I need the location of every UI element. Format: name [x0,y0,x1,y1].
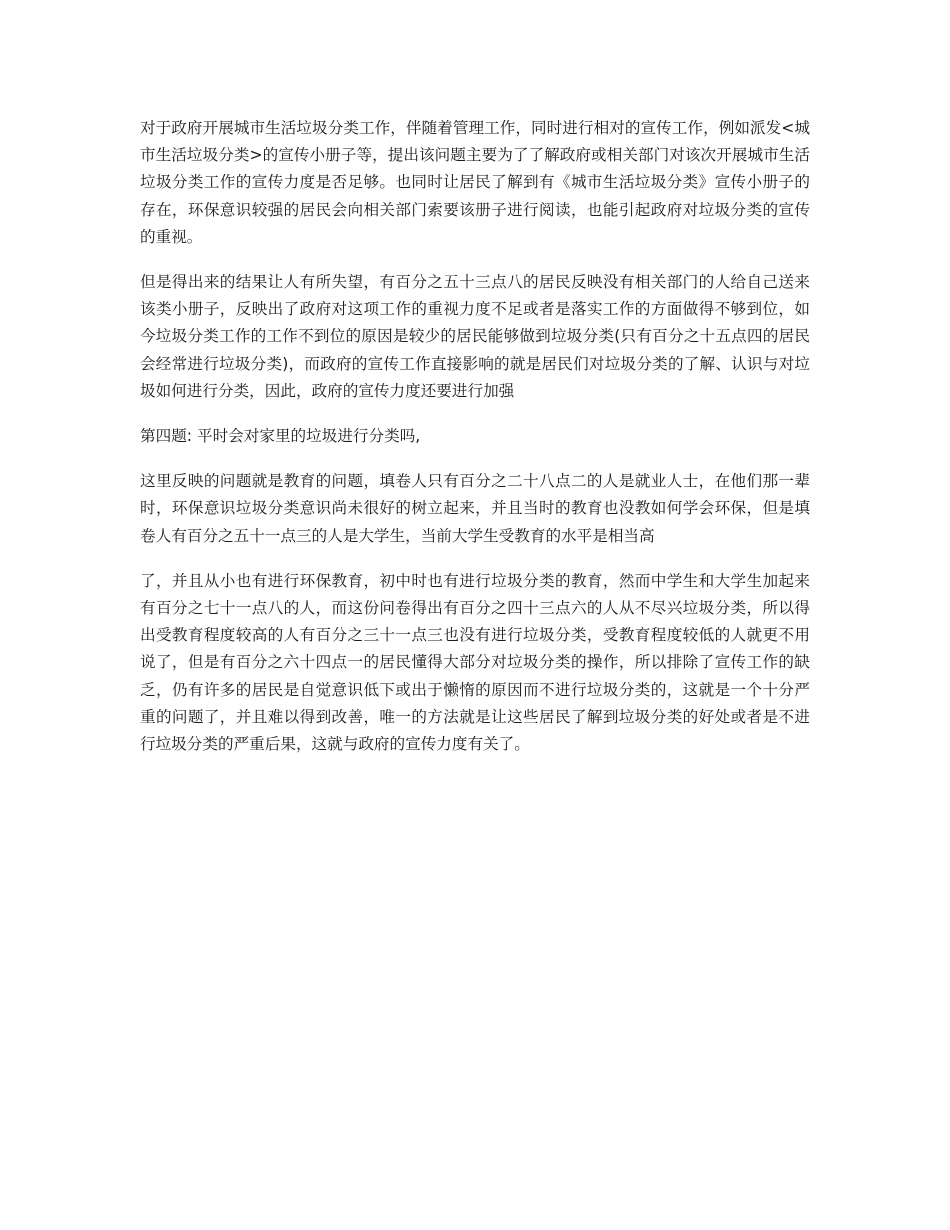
paragraph-publicity-results: 但是得出来的结果让人有所失望，有百分之五十三点八的居民反映没有相关部门的人给自己送来该类小册子，反映出了政府对这项工作的重视力度不足或者是落实工作的方面做得不够到位，如今垃圾分类工作的工作不到位的原因是较少的居民能够做到垃圾分类(只有百分之十五点四的居民会经常进行垃圾分类)，而政府的宣传工作直接影响的就是居民们对垃圾分类的了解、认识与对垃圾如何进行分类，因此，政府的宣传力度还要进行加强 [140,273,810,400]
question-four-heading: 第四题: 平时会对家里的垃圾进行分类吗, [140,427,421,446]
paragraph-education-issue: 这里反映的问题就是教育的问题，填卷人只有百分之二十八点二的人是就业人士，在他们那一辈时，环保意识垃圾分类意识尚未很好的树立起来，并且当时的教育也没教如何学会环保，但是填卷人有百分之五十一点三的人是大学生，当前大学生受教育的水平是相当高 [140,472,810,545]
paragraph-publicity-intro: 对于政府开展城市生活垃圾分类工作，伴随着管理工作，同时进行相对的宣传工作，例如派发<城市生活垃圾分类>的宣传小册子等，提出该问题主要为了了解政府或相关部门对该次开展城市生活垃圾分类工作的宣传力度是否足够。也同时让居民了解到有《城市生活垃圾分类》宣传小册子的存在，环保意识较强的居民会向相关部门索要该册子进行阅读，也能引起政府对垃圾分类的宣传的重视。 [140,119,810,246]
document-body [140,115,810,776]
paragraph-education-conclusion: 了，并且从小也有进行环保教育，初中时也有进行垃圾分类的教育，然而中学生和大学生加起来有百分之七十一点八的人，而这份问卷得出有百分之四十三点六的人从不尽兴垃圾分类，所以得出受教育程度较高的人有百分之三十一点三也没有进行垃圾分类，受教育程度较低的人就更不用说了，但是有百分之六十四点一的居民懂得大部分对垃圾分类的操作，所以排除了宣传工作的缺乏，仍有许多的居民是自觉意识低下或出于懒惰的原因而不进行垃圾分类的，这就是一个十分严重的问题了，并且难以得到改善，唯一的方法就是让这些居民了解到垃圾分类的好处或者是不进行垃圾分类的严重后果，这就与政府的宣传力度有关了。 [140,571,810,754]
